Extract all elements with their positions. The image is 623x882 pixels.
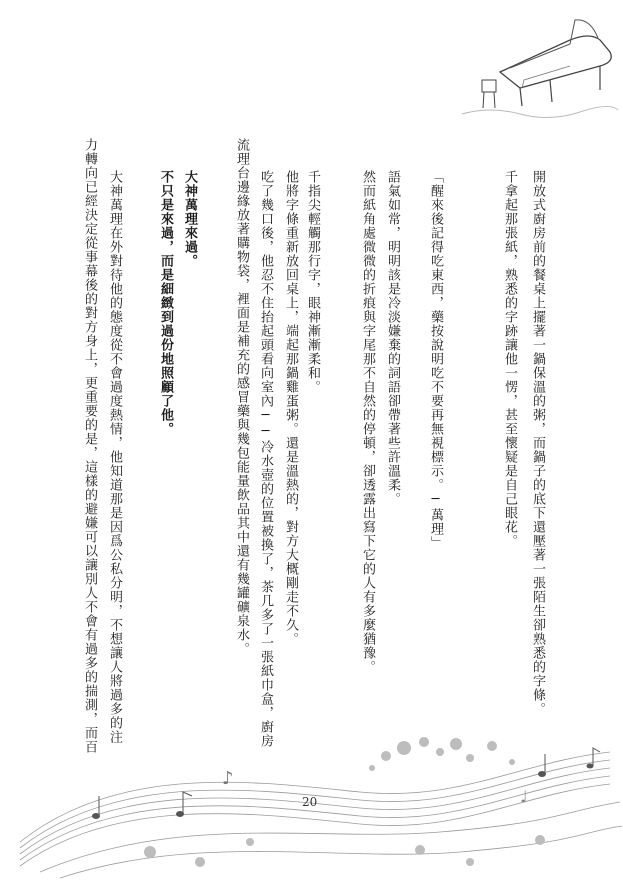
page-number: 20: [302, 795, 318, 809]
svg-text:♩: ♩: [520, 787, 528, 806]
text-line: 吃了幾口後，他忍不住抬起頭看向室內──冷水壺的位置被換了，茶几多了一張紙巾盒，廚房: [258, 170, 273, 748]
text-line: 大神萬理在外對待他的態度從不會過度熱情，他知道那是因爲公私分明，不想讓人將過多的注: [107, 170, 122, 744]
text-line: 「醒來後記得吃東西，藥按說明吃不要再無視標示。─萬理」: [428, 170, 443, 550]
text-line: 大神萬理來過。: [182, 170, 197, 268]
text-line: 千指尖輕觸那行字，眼神漸漸柔和。: [305, 170, 320, 394]
text-line: 語氣如常，明明該是冷淡嫌棄的詞語卻帶著些許溫柔。: [385, 170, 400, 506]
text-line: 然而紙角處微微的折痕與字尾那不自然的停頓，卻透露出寫下它的人有多麼猶豫。: [360, 170, 375, 674]
svg-text:♪: ♪: [222, 768, 234, 789]
text-line: 開放式廚房前的餐桌上擺著一鍋保溫的粥，而鍋子的底下還壓著一張陌生卻熟悉的字條。: [530, 170, 545, 716]
text-line: 他將字條重新放回桌上，端起那鍋雞蛋粥。還是溫熱的，對方大概剛走不久。: [283, 170, 298, 646]
text-line: 不只是來過，而是細緻到過份地照顧了他。: [158, 170, 173, 436]
text-line: 千拿起那張紙，熟悉的字跡讓他一愣，甚至懷疑是自己眼花。: [502, 170, 517, 548]
text-line: 力轉向已經決定從事幕後的對方身上，更重要的是，這樣的避嫌可以讓別人不會有過多的揣測，而百: [82, 138, 97, 754]
text-line: 流理台邊緣放著購物袋，裡面是補充的感冒藥與幾包能量飲品其中還有幾罐礦泉水。: [234, 138, 249, 656]
piano-illustration: [450, 10, 620, 130]
